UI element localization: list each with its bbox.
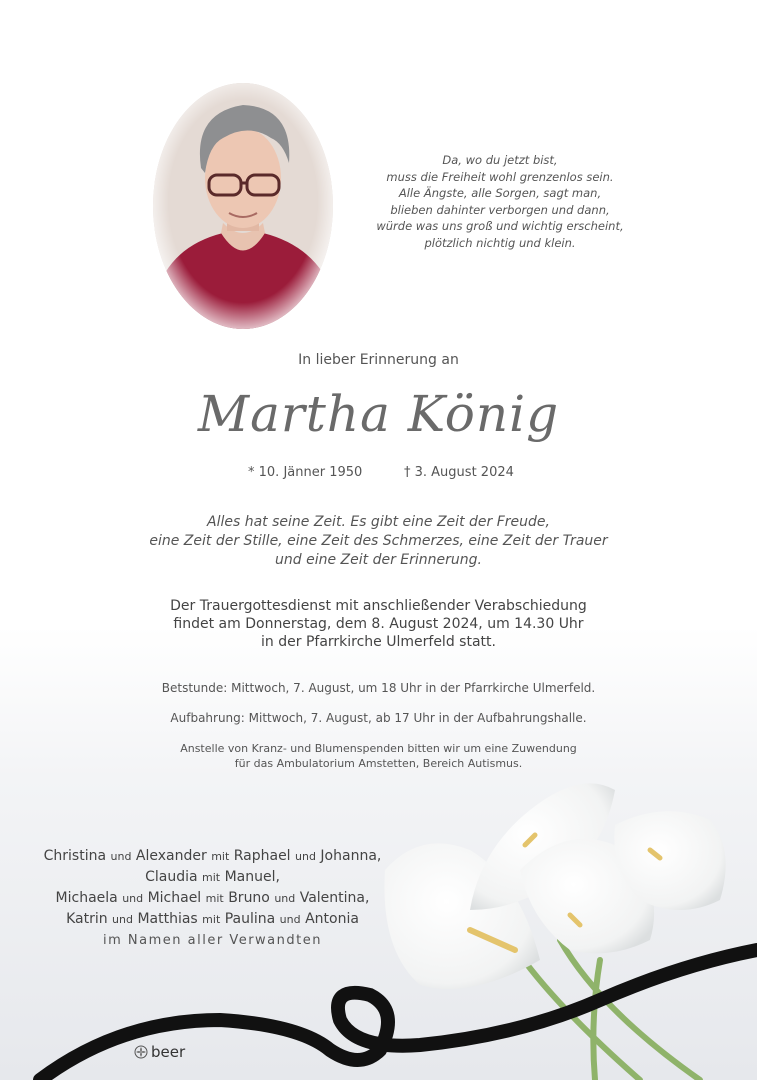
portrait-photo [153,83,333,329]
mourners-line: Claudia mit Manuel, [145,869,280,885]
mourners-line: Christina und Alexander mit Raphael und Johanna, [43,848,382,864]
service-line: findet am Donnerstag, dem 8. August 2024, um 14.30 Uhr [173,616,584,632]
verse [0,513,757,570]
donation-line: für das Ambulatorium Amstetten, Bereich Autismus. [234,757,523,770]
mourners-line: Katrin und Matthias mit Paulina und Antonia [66,911,359,927]
verse-line: eine Zeit der Stille, eine Zeit des Schmerzes, eine Zeit der Trauer [149,533,608,549]
prayer-hour: Betstunde: Mittwoch, 7. August, um 18 Uhr in der Pfarrkirche Ulmerfeld. [161,681,596,695]
mourners-list [40,846,385,930]
verse-line: und eine Zeit der Erinnerung. [275,552,482,568]
poem-line: plötzlich nichtig und klein. [424,235,576,250]
relatives-note: im Namen aller Verwandten [103,933,322,948]
deceased-name: Martha König [197,385,560,443]
poem [360,152,640,251]
memory-intro: In lieber Erinnerung an [298,352,459,368]
mourners-line: Michaela und Michael mit Bruno und Valentina, [55,890,370,906]
verse-line: Alles hat seine Zeit. Es gibt eine Zeit der Freude, [207,514,550,530]
poem-line: muss die Freiheit wohl grenzenlos sein. [386,169,614,184]
service-line: in der Pfarrkirche Ulmerfeld statt. [261,634,496,650]
funeral-service-info [0,597,757,651]
logo-text: beer [151,1043,186,1061]
lily-flowers [384,783,725,989]
laying-out: Aufbahrung: Mittwoch, 7. August, ab 17 Uhr in der Aufbahrungshalle. [170,711,587,725]
lily-stems [520,940,700,1080]
birth-date: * 10. Jänner 1950 [248,465,363,480]
service-line: Der Trauergottesdienst mit anschließender Verabschiedung [170,598,587,614]
portrait-illustration [153,83,333,329]
poem-line: Da, wo du jetzt bist, [442,153,558,167]
flower-icon [134,1045,148,1059]
poem-line: würde was uns groß und wichtig erscheint, [376,219,624,233]
death-date: † 3. August 2024 [404,465,514,480]
donation-line: Anstelle von Kranz- und Blumenspenden bitten wir um eine Zuwendung [180,742,577,755]
poem-line: blieben dahinter verborgen und dann, [390,202,610,217]
beer-logo [134,1043,185,1061]
poem-line: Alle Ängste, alle Sorgen, sagt man, [398,186,602,200]
